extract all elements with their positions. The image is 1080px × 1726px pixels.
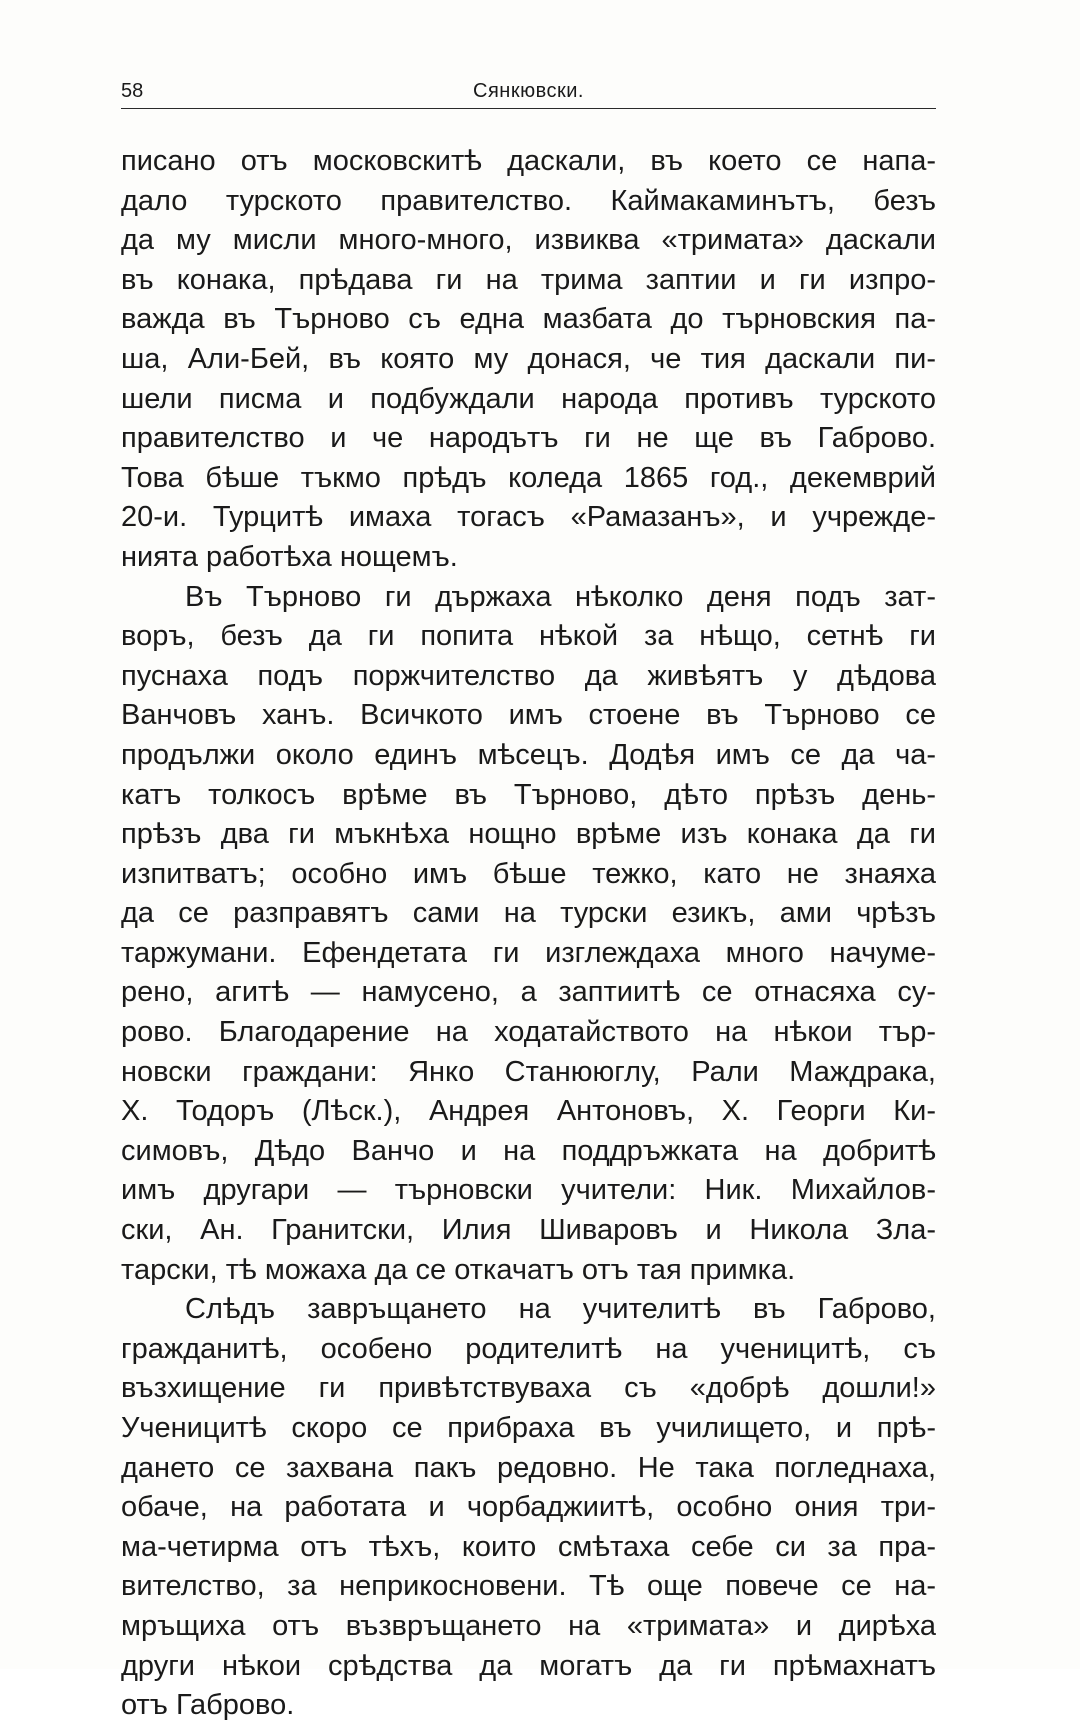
text-line: гражданитѣ, особено родителитѣ на ученицитѣ, съ [121, 1332, 936, 1365]
text-line: катъ толкосъ врѣме въ Търново, дѣто прѣзъ день- [121, 778, 936, 811]
text-line: Ученицитѣ скоро се прибраха въ училището, и прѣ- [121, 1412, 936, 1444]
body-text [121, 142, 936, 1726]
text-line: дането се захвана пакъ редовно. Не така погледнаха, [121, 1451, 936, 1484]
text-line: отъ Габрово. [121, 1689, 295, 1722]
running-head [121, 80, 936, 110]
running-title: Сянкювски. [473, 80, 584, 102]
text-line: рено, агитѣ — намусено, а заптиитѣ се отнасяха су- [121, 976, 936, 1009]
text-line: симовъ, Дѣдо Ванчо и на поддръжката на добритѣ [121, 1134, 936, 1167]
text-line: Х. Тодоръ (Лѣск.), Андрея Антоновъ, Х. Георги Ки- [121, 1095, 936, 1128]
text-line: тарски, тѣ можаха да се откачатъ отъ тая примка. [121, 1253, 796, 1286]
text-line: рово. Благодарение на ходатайството на нѣкои тър- [121, 1016, 936, 1049]
header-rule [121, 108, 936, 109]
text-line: шели писма и подбуждали народа противъ турското [121, 382, 936, 415]
text-line: изпитватъ; особно имъ бѣше тежко, като не знаяха [121, 857, 936, 890]
text-line: дало турското правителство. Каймакаминътъ, безъ [121, 184, 936, 217]
text-line: новски граждани: Янко Станююглу, Рали Маждрака, [121, 1055, 936, 1088]
text-line: ша, Али-Бей, въ която му донася, че тия даскали пи- [121, 342, 936, 375]
text-line: Слѣдъ завръщането на учителитѣ въ Габрово, [185, 1293, 936, 1326]
text-line: Въ Търново ги държаха нѣколко деня подъ зат- [185, 580, 936, 613]
text-line: ски, Ан. Гранитски, Илия Шиваровъ и Никола Зла- [121, 1214, 936, 1247]
text-line: правителство и че народътъ ги не ще въ Габрово. [121, 422, 936, 455]
text-line: продължи около единъ мѣсецъ. Додѣя имъ се да ча- [121, 738, 936, 771]
text-line: вителство, за неприкосновени. Тѣ още повече се на- [121, 1570, 936, 1603]
text-line: пуснаха подъ поржчителство да живѣятъ у дѣдова [121, 659, 936, 692]
text-line: мръщиха отъ възвръщането на «тримата» и дирѣха [121, 1609, 936, 1642]
text-line: Това бѣше тъкмо прѣдъ коледа 1865 год., декемврий [121, 461, 936, 494]
text-line: важда въ Търново съ една мазбата до търновския па- [121, 303, 936, 336]
text-line: прѣзъ два ги мъкнѣха нощно врѣме изъ конака да ги [121, 818, 936, 851]
text-line: имъ другари — търновски учители: Ник. Михайлов- [121, 1174, 936, 1207]
page-number: 58 [121, 80, 144, 102]
text-line: ма-четирма отъ тѣхъ, които смѣтаха себе си за пра- [121, 1530, 936, 1563]
text-line: да му мисли много-много, извиква «тримата» даскали [121, 224, 936, 257]
text-line: да се разправятъ сами на турски езикъ, ами чрѣзъ [121, 897, 936, 930]
text-line: обаче, на работата и чорбаджиитѣ, особно ония три- [121, 1491, 936, 1524]
text-line: нията работѣха нощемъ. [121, 540, 458, 573]
text-line: възхищение ги привѣтствуваха съ «добрѣ дошли!» [121, 1372, 936, 1405]
text-line: писано отъ московскитѣ даскали, въ което се напа- [121, 145, 936, 177]
text-line: воръ, безъ да ги попита нѣкой за нѣщо, сетнѣ ги [121, 620, 936, 653]
text-line: 20-и. Турцитѣ имаха тогасъ «Рамазанъ», и учрежде- [121, 501, 936, 534]
text-line: Ванчовъ ханъ. Всичкото имъ стоене въ Търново се [121, 699, 936, 732]
text-line: въ конака, прѣдава ги на трима заптии и ги изпро- [121, 263, 936, 296]
text-line: таржумани. Ефендетата ги изглеждаха много начуме- [121, 936, 936, 969]
text-line: други нѣкои срѣдства да могатъ да ги прѣмахнатъ [121, 1649, 936, 1682]
